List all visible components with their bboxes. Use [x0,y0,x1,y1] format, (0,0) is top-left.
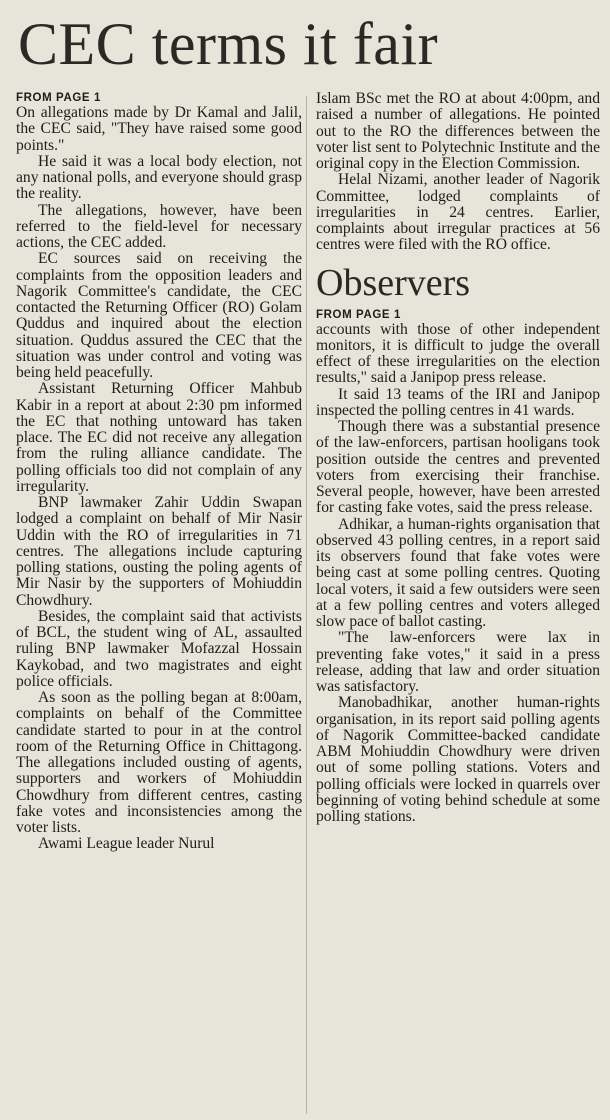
subheadline: Observers [316,261,471,304]
article-paragraph: On allegations made by Dr Kamal and Jalil, the CEC said, "They have raised some good points." [16,104,302,154]
article-paragraph: Helal Nizami, another leader of Nagorik Committee, lodged complaints of irregularities in 24 centres. Earlier, complaints about irregular practices at 56 centres were filed with the RO office. [316,171,600,254]
article-paragraph: EC sources said on receiving the complaints from the opposition leaders and Nagorik Committee's candidate, the CEC contacted the Returning Officer (RO) Golam Quddus and inquired about the election situation. Quddus assured the CEC that the situation was under control and voting was being held peacefully. [16,250,302,381]
article-paragraph: Though there was a substantial presence of the law-enforcers, partisan hooligans took position outside the centres and prevented voters from exercising their franchise. Several people, however, have been arrested for casting fake votes, said the press release. [316,418,600,517]
article-paragraph: It said 13 teams of the IRI and Janipop inspected the polling centres in 41 wards. [316,385,600,419]
article-paragraph: "The law-enforcers were lax in preventing fake votes," it said in a press release, adding that law and order situation was satisfactory. [316,629,600,695]
article-paragraph: Besides, the complaint said that activists of BCL, the student wing of AL, assaulted ruling BNP lawmaker Mofazzal Hossain Kaykobad, and two magistrates and eight police officials. [16,607,302,690]
right-column [316,91,600,825]
article-paragraph: The allegations, however, have been referred to the field-level for necessary actions, the CEC added. [16,201,302,251]
continuation-kicker: FROM PAGE 1 [316,308,401,321]
left-column [16,91,302,853]
article-paragraph: accounts with those of other independent monitors, it is difficult to judge the overall effect of these irregularities on the election results," said a Janipop press release. [316,320,600,387]
article-paragraph: Assistant Returning Officer Mahbub Kabir in a report at about 2:30 pm informed the EC that nothing untoward has taken place. The EC did not receive any allegation from the ruling alliance candidate. The polling officials too did not complain of any irregularity. [16,380,302,495]
article-paragraph: BNP lawmaker Zahir Uddin Swapan lodged a complaint on behalf of Mir Nasir Uddin with the RO of irregularities in 71 centres. The allegations include capturing polling stations, ousting the poling agents of Mir Nasir by the supporters of Mohiuddin Chowdhury. [16,494,302,609]
column-divider [306,96,307,1114]
continuation-kicker: FROM PAGE 1 [16,92,101,104]
article-paragraph: He said it was a local body election, not any national polls, and everyone should grasp the reality. [16,152,302,203]
article-paragraph: Islam BSc met the RO at about 4:00pm, and raised a number of allegations. He pointed out to the RO the differences between the voter list sent to Polytechnic Institute and the original copy in the Election Commission. [316,90,600,172]
article-paragraph: Adhikar, a human-rights organisation that observed 43 polling centres, in a report said its observers found that fake votes were being cast at some polling centres. Quoting local voters, it said a few outsiders were seen at a few polling centres and voters alleged slow pace of ballot casting. [316,515,600,630]
headline: CEC terms it fair [18,11,439,77]
article-paragraph: Manobadhikar, another human-rights organisation, in its report said polling agents of Nagorik Committee-backed candidate ABM Mohiuddin Chowdhury were driven out of some polling stations. Voters and polling officials were locked in quarrels over beginning of voting behind schedule at some polling stations. [316,694,600,825]
article-paragraph: As soon as the polling began at 8:00am, complaints on behalf of the Committee candidate started to pour in at the control room of the Returning Office in Chittagong. The allegations included ousting of agents, supporters and workers of Mohiuddin Chowdhury from different centres, casting fake votes and inconsistencies among the voter lists. [16,689,302,836]
article-paragraph: Awami League leader Nurul [38,835,215,853]
